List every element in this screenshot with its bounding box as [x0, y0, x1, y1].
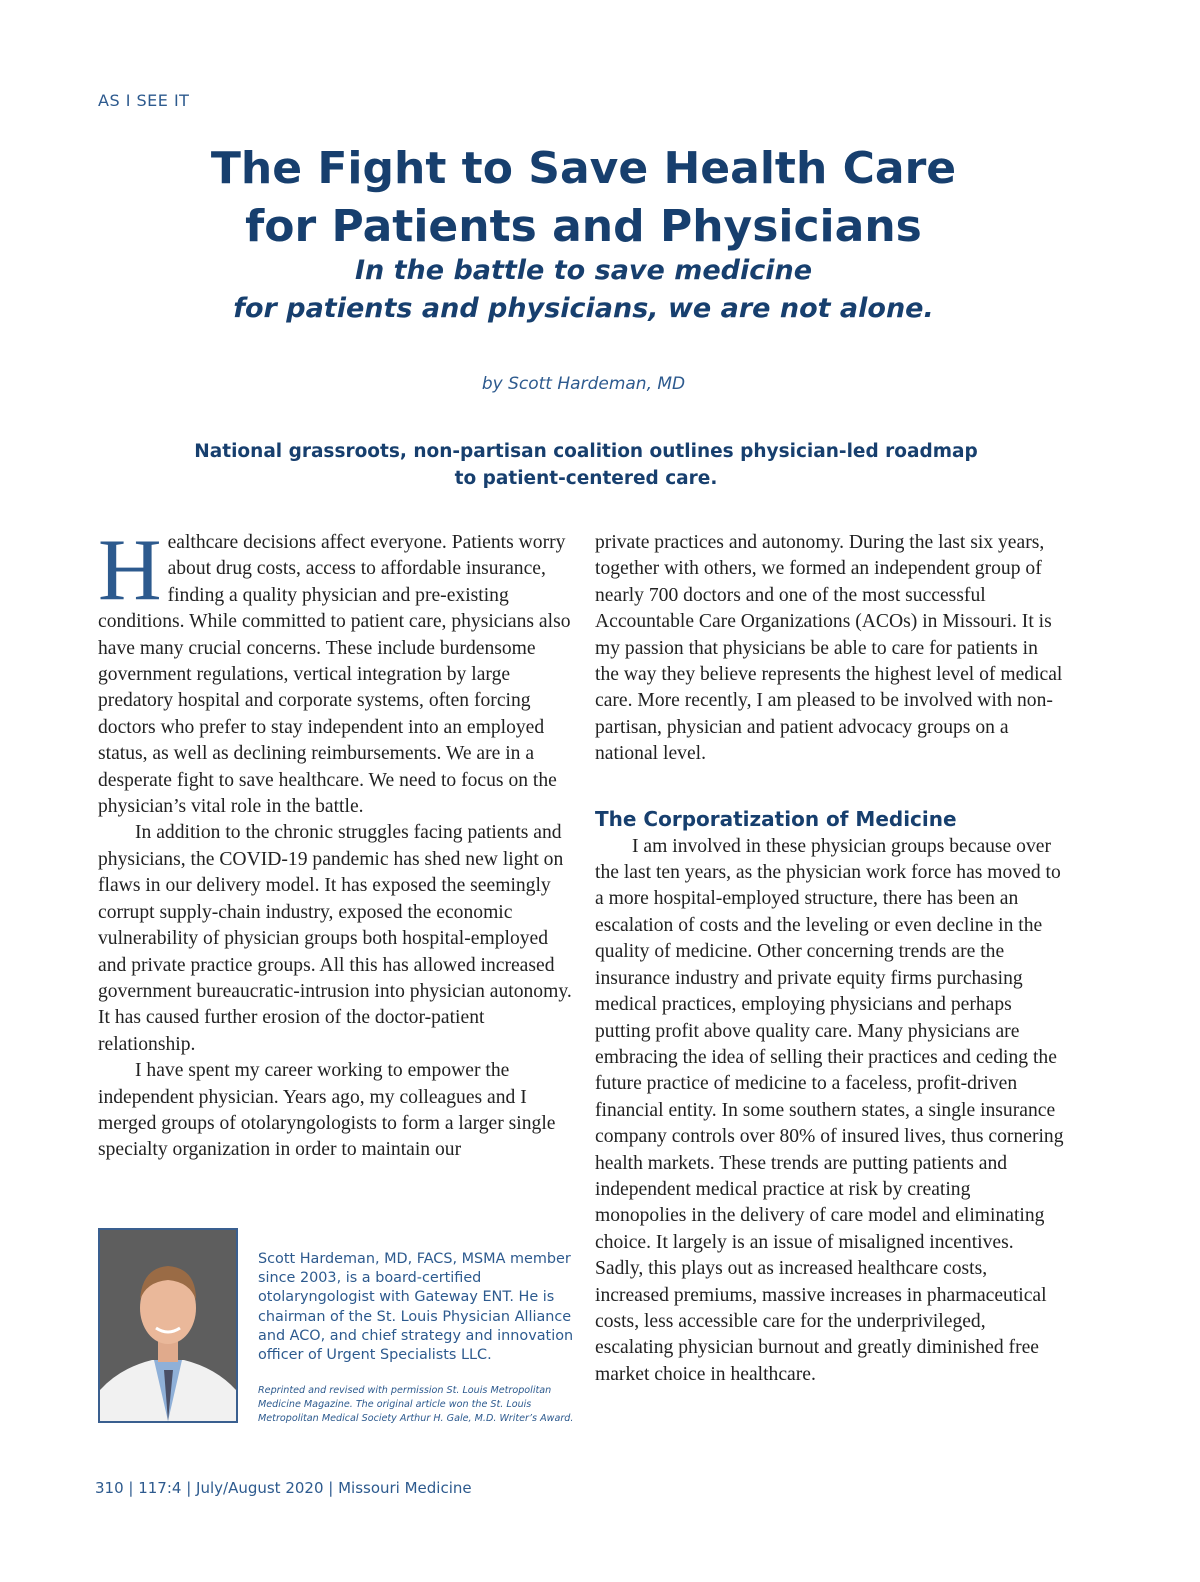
right-column: [595, 530, 1065, 1388]
subtitle-line-1: In the battle to save medicine: [354, 255, 813, 286]
author-portrait-image: [100, 1230, 236, 1421]
left-column: [98, 522, 573, 1164]
title-line-2: for Patients and Physicians: [245, 201, 922, 252]
deck-line-1: National grassroots, non-partisan coalition outlines physician-led roadmap: [194, 441, 978, 462]
reprint-note: Reprinted and revised with permission St. Louis Metropolitan Medicine Magazine. The original article won the St. Louis Metropolitan Medical Society Arthur H. Gale, M.D. Writer’s Award.: [258, 1385, 574, 1424]
article-subtitle: [0, 252, 1167, 328]
title-line-1: The Fight to Save Health Care: [210, 143, 957, 194]
paragraph-1-text: ealthcare decisions affect everyone. Patients worry about drug costs, access to affordable insurance, finding a quality physician and pre-existing conditions. While committed to patient care, physicians also have many crucial concerns. These include burdensome government regulations, vertical integration by large predatory hospital and corporate systems, often forcing doctors who prefer to stay independent into an employed status, as well as declining reimbursements. We are in a desperate fight to save healthcare. We need to focus on the physician’s vital role in the battle.: [98, 532, 571, 818]
paragraph-5: I am involved in these physician groups because over the last ten years, as the physician work force has moved to a more hospital-employed structure, there has been an escalation of costs and the leveling or even decline in the quality of medicine. Other concerning trends are the insurance industry and private equity firms purchasing medical practices, employing physicians and perhaps putting profit above quality care. Many physicians are embracing the idea of selling their practices and ceding the future practice of medicine to a faceless, profit-driven financial entity. In some southern states, a single insurance company controls over 80% of insured lives, thus cornering health markets. These trends are putting patients and independent medical practice at risk by creating monopolies in the delivery of care model and eliminating choice. It largely is an issue of misaligned incentives. Sadly, this plays out as increased healthcare costs, increased premiums, massive increases in pharmaceutical costs, less accessible care for the underprivileged, escalating physician burnout and greatly diminished free market choice in healthcare.: [595, 835, 1064, 1385]
section-label: AS I SEE IT: [98, 91, 190, 110]
article-title: [0, 140, 1167, 256]
section-heading: The Corporatization of Medicine: [595, 806, 957, 831]
author-photo: [98, 1228, 238, 1423]
drop-cap: H: [98, 522, 162, 619]
deck-text: [0, 438, 1172, 492]
author-bio: Scott Hardeman, MD, FACS, MSMA member since 2003, is a board-certified otolaryngologist with Gateway ENT. He is chairman of the St. Louis Physician Alliance and ACO, and chief strategy and innovation officer of Urgent Specialists LLC.: [258, 1251, 574, 1364]
paragraph-4: private practices and autonomy. During the last six years, together with others, we formed an independent group of nearly 700 doctors and one of the most successful Accountable Care Organizations (ACOs) in Missouri. It is my passion that physicians be able to care for patients in the way they believe represents the highest level of medical care. More recently, I am pleased to be involved with non-partisan, physician and patient advocacy groups on a national level.: [595, 532, 1063, 765]
subtitle-line-2: for patients and physicians, we are not alone.: [233, 293, 934, 324]
deck-line-2: to patient-centered care.: [454, 468, 718, 489]
page-footer: 310 | 117:4 | July/August 2020 | Missouri Medicine: [95, 1479, 472, 1497]
byline: by Scott Hardeman, MD: [481, 374, 686, 394]
paragraph-3: I have spent my career working to empower the independent physician. Years ago, my colleagues and I merged groups of otolaryngologists to form a larger single specialty organization in order to maintain our: [98, 1060, 556, 1161]
paragraph-2: In addition to the chronic struggles facing patients and physicians, the COVID-19 pandemic has shed new light on flaws in our delivery model. It has exposed the seemingly corrupt supply-chain industry, exposed the economic vulnerability of physician groups both hospital-employed and private practice groups. All this has allowed increased government bureaucratic-intrusion into physician autonomy. It has caused further erosion of the doctor-patient relationship.: [98, 822, 572, 1055]
paragraph-1: [98, 522, 573, 820]
